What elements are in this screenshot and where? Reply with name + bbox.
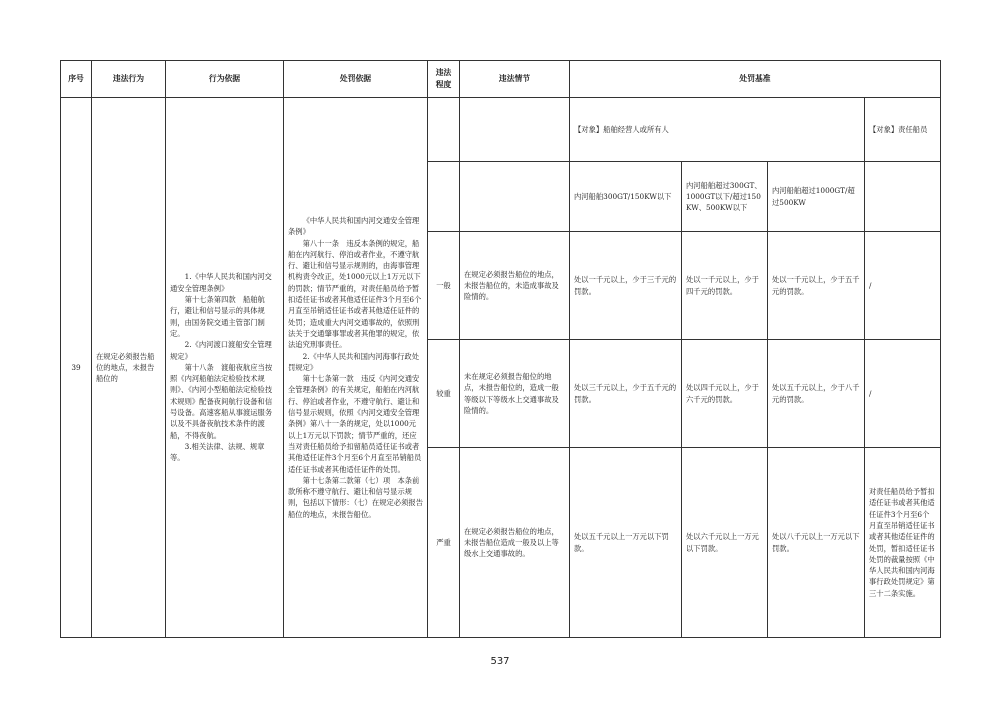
level-penalty-t2: 处以六千元以上一万元以下罚款。 bbox=[682, 448, 768, 638]
penalty-basis-line: 第十七条第二款第（七）项 本条前款所称不遵守航行、避让和信号显示规则，包括以下情形：（七）在规定必须报告船位的地点，未报告船位。 bbox=[288, 475, 423, 519]
penalty-basis-line: 第八十一条 违反本条例的规定，船舶在内河航行、停泊或者作业，不遵守航行、避让和信号显示规则的，由海事管理机构责令改正，处1000元以上1万元以下的罚款；情节严重的，对责任船员给予暂扣适任证书或者其他适任证件3个月至6个月直至吊销适任证书或者其他适任证件的处罚；造成重大内河交通事故的，依照刑法关于交通肇事罪或者其他罪的规定，依法追究刑事责任。 bbox=[288, 238, 422, 350]
header-circumstance: 违法情节 bbox=[460, 61, 570, 98]
behavior-basis-line: 3.相关法律、法规、规章等。 bbox=[170, 441, 265, 463]
level-circumstance: 在规定必须报告船位的地点，未报告船位的，未造成事故及险情的。 bbox=[460, 232, 570, 340]
penalty-basis-line: 2.《中华人民共和国内河海事行政处罚规定》 bbox=[288, 351, 420, 372]
level-penalty-t3: 处以五千元以上，少于八千元的罚款。 bbox=[768, 340, 865, 448]
level-degree: 较重 bbox=[428, 340, 460, 448]
empty-cell bbox=[428, 162, 460, 232]
level-penalty-t3: 处以一千元以上，少于五千元的罚款。 bbox=[768, 232, 865, 340]
level-crew: / bbox=[865, 232, 941, 340]
header-behavior: 违法行为 bbox=[92, 61, 166, 98]
header-penalty-basis: 处罚依据 bbox=[284, 61, 428, 98]
tier-1: 内河船舶300GT/150KW以下 bbox=[570, 162, 682, 232]
level-penalty-t3: 处以八千元以上一万元以下罚款。 bbox=[768, 448, 865, 638]
header-row bbox=[61, 61, 941, 98]
level-penalty-t1: 处以三千元以上，少于五千元的罚款。 bbox=[570, 340, 682, 448]
header-seq: 序号 bbox=[61, 61, 92, 98]
tier-2: 内河船舶超过300GT、1000GT以下/超过150KW、500KW以下 bbox=[682, 162, 768, 232]
level-degree: 一般 bbox=[428, 232, 460, 340]
penalty-table bbox=[60, 60, 941, 638]
row-seq: 39 bbox=[61, 98, 92, 638]
header-behavior-basis: 行为依据 bbox=[166, 61, 284, 98]
page-number: 537 bbox=[490, 656, 510, 667]
empty-cell bbox=[460, 162, 570, 232]
level-penalty-t2: 处以四千元以上，少于六千元的罚款。 bbox=[682, 340, 768, 448]
empty-cell bbox=[865, 162, 941, 232]
row-penalty-basis bbox=[284, 98, 428, 638]
level-circumstance: 未在规定必须报告船位的地点，未报告船位的，造成一般等级以下等级水上交通事故及险情的。 bbox=[460, 340, 570, 448]
header-standard: 处罚基准 bbox=[570, 61, 941, 98]
header-degree: 违法 程度 bbox=[428, 61, 460, 98]
row-behavior-basis bbox=[166, 98, 284, 638]
level-penalty-t1: 处以五千元以上一万元以下罚款。 bbox=[570, 448, 682, 638]
level-penalty-t1: 处以一千元以上，少于三千元的罚款。 bbox=[570, 232, 682, 340]
behavior-basis-line: 1.《中华人民共和国内河交通安全管理条例》 bbox=[170, 272, 272, 293]
target-owner: 【对象】船舶经营人或所有人 bbox=[570, 98, 865, 162]
level-degree: 严重 bbox=[428, 448, 460, 638]
level-crew: 对责任船员给予暂扣适任证书或者其他适任证件3个月至6个月直至吊销适任证书或者其他适任证件的处罚，暂扣适任证书处罚的裁量按照《中华人民共和国内河海事行政处罚规定》第三十二条实施。 bbox=[865, 448, 941, 638]
target-crew: 【对象】责任船员 bbox=[865, 98, 941, 162]
behavior-basis-line: 第十八条 渡船夜航应当按照《内河船舶法定检验技术规则》、《内河小型船舶法定检验技术规则》配备夜间航行设备和信号设备。高速客船从事渡运服务以及不具备夜航技术条件的渡船，不得夜航。 bbox=[170, 362, 273, 440]
penalty-basis-line: 第十七条第一款 违反《内河交通安全管理条例》的有关规定，船舶在内河航行、停泊或者作业，不遵守航行、避让和信号显示规则，依照《内河交通安全管理条例》第八十一条的规定，处以1000元以上1万元以下罚款；情节严重的，还应当对责任船员给予扣留船员适任证书或者其他适任证件3个月至6个月直至吊销船员适任证书或者其他适任证件的处罚。 bbox=[288, 374, 422, 474]
behavior-basis-line: 2.《内河渡口渡船安全管理规定》 bbox=[170, 340, 272, 361]
target-row bbox=[61, 98, 941, 162]
level-crew: / bbox=[865, 340, 941, 448]
level-circumstance: 在规定必须报告船位的地点，未报告船位造成一般及以上等级水上交通事故的。 bbox=[460, 448, 570, 638]
empty-cell bbox=[460, 98, 570, 162]
row-behavior: 在规定必须报告船位的地点，未报告船位的 bbox=[92, 98, 166, 638]
penalty-basis-line: 《中华人民共和国内河交通安全管理条例》 bbox=[288, 215, 420, 237]
tier-3: 内河船舶超过1000GT/超过500KW bbox=[768, 162, 865, 232]
behavior-basis-line: 第十七条第四款 船舶航行，避让和信号显示的具体规则，由国务院交通主管部门制定。 bbox=[170, 295, 265, 338]
level-penalty-t2: 处以一千元以上，少于四千元的罚款。 bbox=[682, 232, 768, 340]
empty-cell bbox=[428, 98, 460, 162]
